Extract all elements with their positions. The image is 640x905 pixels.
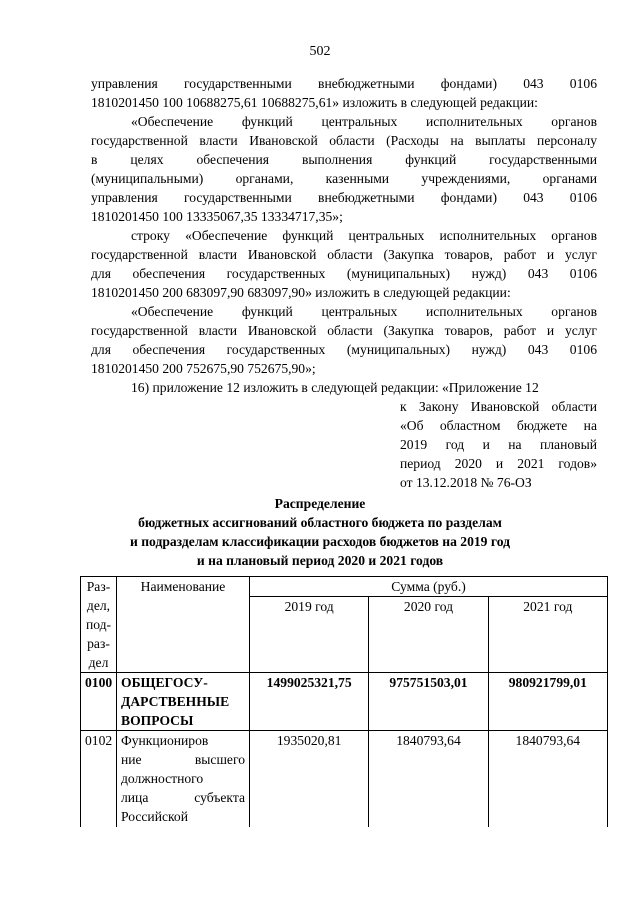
title-line: бюджетных ассигнований областного бюджета по разделам [138,515,502,530]
page-number: 502 [309,44,331,59]
row-name-line: ВОПРОСЫ [121,713,194,728]
header-name: Наименование [117,577,250,673]
row-value: 1840793,64 [369,731,488,846]
appendix-line: «Приложение 12 [442,380,539,395]
row-code: 0100 [81,673,117,731]
row-value: 1499025321,75 [250,673,369,731]
row-value: 975751503,01 [369,673,488,731]
body-line: государственной власти Ивановской области (Закупка товаров, работ и услуг [91,323,597,338]
header-code-line: под- [85,617,112,632]
table-row [81,673,608,731]
page-cutoff [0,827,640,905]
body-line: строку «Обеспечение функций центральных исполнительных органов [131,228,597,243]
budget-table [80,576,608,846]
header-code-line: раз- [87,636,110,651]
body-line: государственной власти Ивановской области (Расходы на выплаты персоналу [91,133,597,148]
row-value: 980921799,01 [488,673,607,731]
row-name-line: Функциониров [121,733,209,748]
row-name-line: ДАРСТВЕННЫЕ [121,694,230,709]
body-line: для обеспечения государственных (муниципальных) нужд) 043 0106 [91,266,597,281]
row-code: 0102 [81,731,117,846]
appendix-line: период 2020 и 2021 годов» [400,456,597,471]
row-name [117,673,250,731]
body-line: 1810201450 100 10688275,61 10688275,61» изложить в следующей редакции: [91,95,538,110]
body-line: государственной власти Ивановской области (Закупка товаров, работ и услуг [91,247,597,262]
body-line: 1810201450 100 13335067,35 13334717,35»; [91,209,343,224]
row-name-line: ОБЩЕГОСУ- [121,675,208,690]
body-line: (муниципальными) органами, казенными учреждениями, органами [91,171,597,186]
row-value: 1935020,81 [250,731,369,846]
row-name-line: должностного [121,771,204,786]
appendix-line: от 13.12.2018 № 76-ОЗ [400,475,532,490]
title-line: и на плановый период 2020 и 2021 годов [196,553,444,568]
header-code-line: Раз- [86,579,111,594]
header-year: 2019 год [250,597,369,673]
header-code-line: дел [88,655,109,670]
row-value: 1840793,64 [488,731,607,846]
title-line: Распределение [274,496,366,511]
row-name-line: лица субъекта [121,790,245,805]
table-header-row [81,577,608,597]
header-code-line: дел, [86,598,111,613]
body-line: «Обеспечение функций центральных исполнительных органов [131,304,597,319]
title-line: и подразделам классификации расходов бюджетов на 2019 год [129,534,510,549]
appendix-line: 2019 год и на плановый [400,437,597,452]
body-line: 16) приложение 12 изложить в следующей редакции: [131,380,439,395]
body-line: в целях обеспечения выполнения функций государственными [91,152,597,167]
appendix-line: к Закону Ивановской области [400,399,597,414]
body-line: управления государственными внебюджетными фондами) 043 0106 [91,190,597,205]
row-name-line: ние высшего [121,752,245,767]
body-line: 1810201450 200 683097,90 683097,90» изложить в следующей редакции: [91,285,511,300]
body-line: управления государственными внебюджетными фондами) 043 0106 [91,76,597,91]
header-code [81,577,117,673]
row-name-line: Российской [121,809,188,824]
header-year: 2020 год [369,597,488,673]
header-sum: Сумма (руб.) [250,577,608,597]
body-line: 1810201450 200 752675,90 752675,90»; [91,361,316,376]
appendix-line: «Об областном бюджете на [400,418,597,433]
body-line: для обеспечения государственных (муниципальных) нужд) 043 0106 [91,342,597,357]
header-year: 2021 год [488,597,607,673]
body-line: «Обеспечение функций центральных исполнительных органов [131,114,597,129]
